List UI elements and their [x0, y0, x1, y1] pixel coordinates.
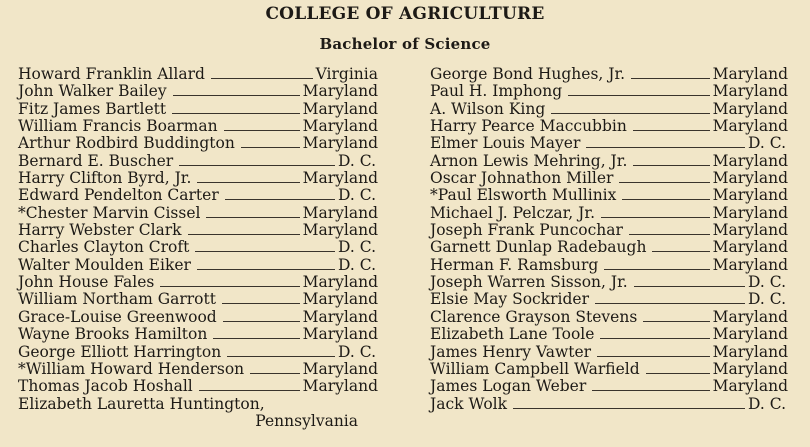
graduate-entry — [430, 135, 788, 152]
home-state: Maryland — [712, 82, 788, 101]
home-state: Maryland — [302, 169, 378, 188]
dot-leader — [634, 286, 745, 287]
dot-leader — [633, 165, 709, 166]
dot-leader — [223, 321, 300, 322]
home-state: Maryland — [302, 290, 378, 309]
home-state: D. C. — [338, 255, 376, 274]
graduate-entry — [18, 101, 378, 118]
graduate-name: Howard Franklin Allard — [18, 65, 205, 83]
dot-leader — [199, 390, 300, 391]
home-state: Maryland — [712, 342, 788, 361]
graduate-entry — [430, 83, 788, 100]
dot-leader — [172, 113, 300, 114]
dot-leader — [213, 338, 299, 339]
graduate-entry — [18, 396, 378, 431]
dot-leader — [619, 182, 709, 183]
home-state: Maryland — [302, 99, 378, 118]
home-state: Maryland — [712, 99, 788, 118]
graduate-entry — [430, 361, 788, 378]
graduate-entry — [430, 396, 788, 413]
dot-leader — [173, 95, 300, 96]
graduate-entry — [430, 187, 788, 204]
graduate-entry — [430, 239, 788, 256]
graduate-name: Grace-Louise Greenwood — [18, 307, 217, 326]
home-state: D. C. — [748, 394, 786, 413]
dot-leader — [160, 286, 299, 287]
home-state: Maryland — [712, 186, 788, 205]
graduate-entry — [18, 326, 378, 343]
home-state: D. C. — [338, 342, 376, 361]
graduate-name: Edward Pendelton Carter — [18, 186, 219, 205]
home-state: Maryland — [712, 151, 788, 170]
graduate-name: William Francis Boarman — [18, 117, 218, 136]
dot-leader — [643, 321, 709, 322]
graduate-entry — [18, 83, 378, 100]
dot-leader — [622, 199, 709, 200]
dot-leader — [568, 95, 709, 96]
home-state: D. C. — [748, 290, 786, 309]
home-state: Maryland — [302, 273, 378, 292]
graduate-name: Wayne Brooks Hamilton — [18, 325, 208, 344]
graduate-name: William Campbell Warfield — [430, 359, 640, 378]
graduate-name: William Northam Garrott — [18, 290, 216, 309]
dot-leader — [631, 78, 710, 79]
right-graduate-list — [430, 66, 788, 413]
graduate-name: James Henry Vawter — [430, 342, 592, 361]
dot-leader — [227, 356, 335, 357]
dot-leader — [188, 234, 300, 235]
dot-leader — [646, 373, 710, 374]
graduate-name: Walter Moulden Eiker — [18, 255, 191, 274]
graduate-entry — [430, 274, 788, 291]
graduate-entry — [430, 170, 788, 187]
graduate-name: Harry Clifton Byrd, Jr. — [18, 169, 192, 188]
graduate-name: Thomas Jacob Hoshall — [18, 377, 193, 396]
dot-leader — [211, 78, 313, 79]
home-state: Maryland — [712, 221, 788, 240]
home-state: Maryland — [712, 377, 788, 396]
graduate-entry — [18, 153, 378, 170]
home-state: D. C. — [338, 238, 376, 257]
dot-leader — [224, 130, 300, 131]
graduate-name: *Chester Marvin Cissel — [18, 203, 201, 222]
dot-leader — [600, 338, 709, 339]
graduate-entry — [18, 187, 378, 204]
home-state: Maryland — [712, 255, 788, 274]
dot-leader — [652, 251, 709, 252]
graduate-entry — [18, 135, 378, 152]
dot-leader — [197, 182, 299, 183]
graduate-entry — [18, 222, 378, 239]
home-state: Maryland — [302, 134, 378, 153]
home-state: Maryland — [302, 203, 378, 222]
graduate-name: Harry Pearce Maccubbin — [430, 117, 627, 136]
graduate-name: *William Howard Henderson — [18, 359, 245, 378]
home-state: Maryland — [712, 359, 788, 378]
graduate-entry — [18, 291, 378, 308]
home-state: Maryland — [712, 203, 788, 222]
graduate-entry — [430, 309, 788, 326]
graduate-entry — [18, 344, 378, 361]
graduate-entry — [430, 118, 788, 135]
home-state: Maryland — [302, 325, 378, 344]
graduate-name: George Bond Hughes, Jr. — [430, 65, 626, 83]
dot-leader — [179, 165, 335, 166]
graduate-entry — [18, 378, 378, 395]
graduate-entry — [430, 326, 788, 343]
home-state: Maryland — [712, 238, 788, 257]
home-state: Virginia — [315, 65, 378, 83]
dot-leader — [250, 373, 299, 374]
graduate-entry — [18, 274, 378, 291]
home-state: Maryland — [712, 325, 788, 344]
dot-leader — [195, 251, 335, 252]
dot-leader — [222, 303, 300, 304]
graduate-entry — [430, 257, 788, 274]
graduate-entry — [430, 222, 788, 239]
graduate-name: *Paul Elsworth Mullinix — [430, 186, 617, 205]
graduate-name: Harry Webster Clark — [18, 221, 182, 240]
graduate-entry — [430, 291, 788, 308]
dot-leader — [225, 199, 335, 200]
dot-leader — [629, 234, 710, 235]
graduate-entry — [430, 344, 788, 361]
graduate-name: Arnon Lewis Mehring, Jr. — [430, 151, 628, 170]
graduate-name: Clarence Grayson Stevens — [430, 307, 638, 326]
graduate-name: Joseph Frank Puncochar — [430, 221, 623, 240]
graduate-name: Arthur Rodbird Buddington — [18, 134, 235, 153]
graduate-entry — [18, 257, 378, 274]
graduate-entry — [18, 170, 378, 187]
home-state: D. C. — [748, 273, 786, 292]
graduate-entry — [430, 66, 788, 83]
dot-leader — [633, 130, 710, 131]
graduate-name: George Elliott Harrington — [18, 342, 222, 361]
graduate-name: Herman F. Ramsburg — [430, 255, 599, 274]
dot-leader — [241, 147, 300, 148]
dot-leader — [513, 408, 745, 409]
left-graduate-list — [18, 66, 378, 430]
degree-heading: Bachelor of Science — [319, 35, 491, 53]
home-state: Maryland — [712, 169, 788, 188]
dot-leader — [206, 217, 299, 218]
graduate-name: Bernard E. Buscher — [18, 151, 174, 170]
home-state: Maryland — [302, 221, 378, 240]
graduate-entry — [430, 153, 788, 170]
graduate-name: Elizabeth Lauretta Huntington, — [18, 394, 265, 413]
graduate-entry — [18, 205, 378, 222]
home-state: Maryland — [712, 307, 788, 326]
graduate-entry — [18, 361, 378, 378]
graduate-entry — [18, 118, 378, 135]
dot-leader — [551, 113, 709, 114]
graduate-name: John House Fales — [18, 273, 155, 292]
home-state: Maryland — [302, 82, 378, 101]
home-state: Maryland — [302, 307, 378, 326]
graduate-name: Jack Wolk — [430, 394, 508, 413]
dot-leader — [592, 390, 709, 391]
home-state: D. C. — [338, 151, 376, 170]
home-state: Pennsylvania — [255, 411, 358, 430]
graduate-name: Garnett Dunlap Radebaugh — [430, 238, 647, 257]
home-state: Maryland — [302, 117, 378, 136]
graduate-name: Fitz James Bartlett — [18, 99, 167, 118]
dot-leader — [601, 217, 710, 218]
graduate-entry — [18, 239, 378, 256]
graduate-name: Charles Clayton Croft — [18, 238, 190, 257]
graduate-name: Paul H. Imphong — [430, 82, 563, 101]
dot-leader — [595, 303, 745, 304]
graduate-name: Joseph Warren Sisson, Jr. — [430, 273, 628, 292]
home-state: D. C. — [338, 186, 376, 205]
graduate-name: Oscar Johnathon Miller — [430, 169, 614, 188]
graduate-entry — [430, 101, 788, 118]
graduate-name: Elizabeth Lane Toole — [430, 325, 595, 344]
home-state: D. C. — [748, 134, 786, 153]
home-state: Maryland — [712, 65, 788, 83]
graduate-entry — [430, 378, 788, 395]
home-state: Maryland — [302, 377, 378, 396]
graduate-entry — [18, 66, 378, 83]
dot-leader — [586, 147, 745, 148]
graduate-name: A. Wilson King — [430, 99, 546, 118]
home-state: Maryland — [302, 359, 378, 378]
graduate-name: Elsie May Sockrider — [430, 290, 589, 309]
graduate-name: James Logan Weber — [430, 377, 587, 396]
dot-leader — [597, 356, 710, 357]
graduate-name: John Walker Bailey — [18, 82, 167, 101]
dot-leader — [604, 269, 709, 270]
graduate-name: Michael J. Pelczar, Jr. — [430, 203, 596, 222]
dot-leader — [197, 269, 335, 270]
college-heading: COLLEGE OF AGRICULTURE — [265, 4, 545, 24]
home-state: Maryland — [712, 117, 788, 136]
graduate-entry — [18, 309, 378, 326]
graduate-entry — [430, 205, 788, 222]
graduate-name: Elmer Louis Mayer — [430, 134, 581, 153]
